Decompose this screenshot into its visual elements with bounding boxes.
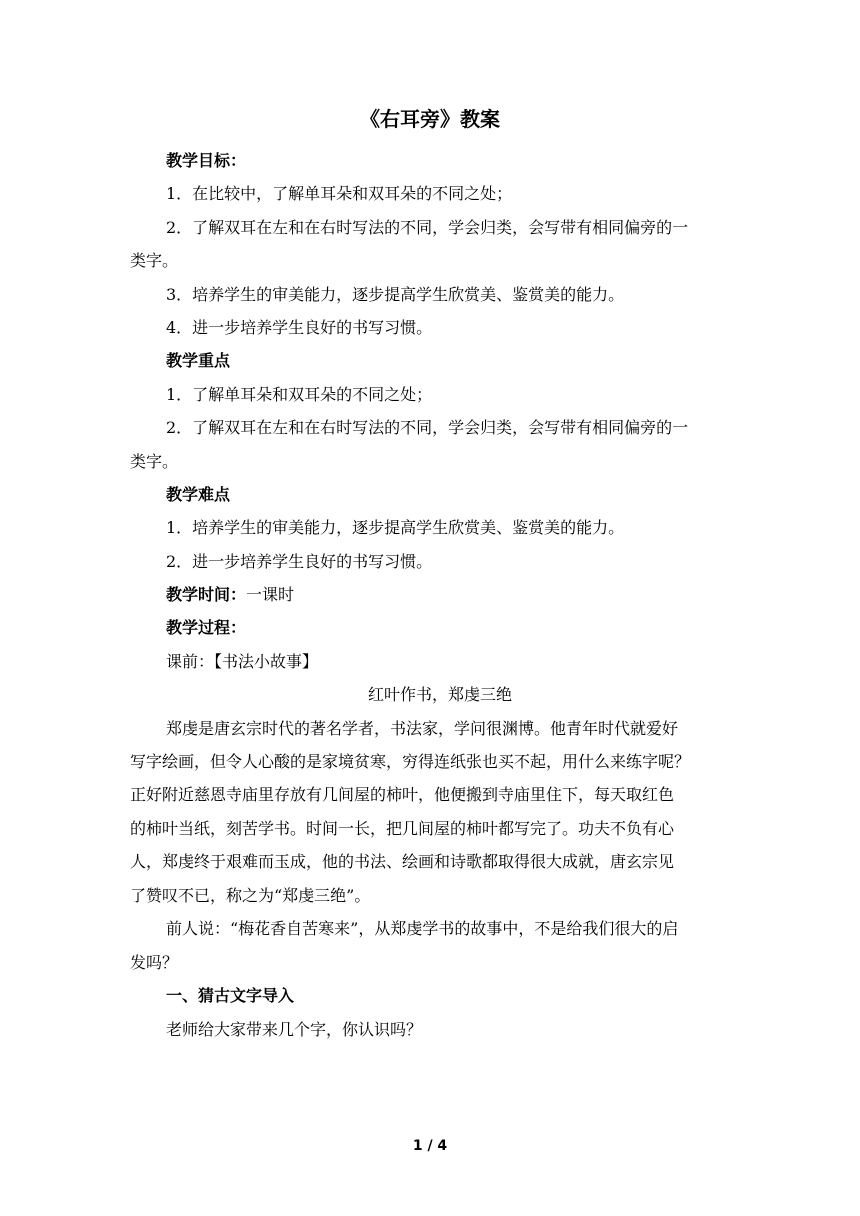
story-line: 写字绘画，但令人心酸的是家境贫寒，穷得连纸张也买不起，用什么来练字呢？	[130, 752, 691, 771]
teaching-time-value: 一课时	[246, 585, 295, 604]
story-line: 人，郑虔终于艰难而玉成，他的书法、绘画和诗歌都取得很大成就，唐玄宗见	[130, 852, 675, 871]
story-line: 郑虔是唐玄宗时代的著名学者，书法家，学问很渊博。他青年时代就爱好	[166, 719, 679, 738]
objective-item: 1．在比较中，了解单耳朵和双耳朵的不同之处；	[166, 184, 513, 203]
objectives-heading: 教学目标：	[166, 151, 247, 170]
objective-item: 4．进一步培养学生良好的书写习惯。	[166, 318, 433, 337]
key-point-item: 2．了解双耳在左和在右时写法的不同，学会归类，会写带有相同偏旁的一	[166, 418, 689, 437]
story-line: 了赞叹不已，称之为“郑虔三绝”。	[130, 886, 371, 905]
teaching-time-label: 教学时间：	[166, 585, 247, 604]
page-number: 1 / 4	[412, 1138, 448, 1154]
key-points-heading: 教学重点	[166, 351, 231, 370]
document-title: 《右耳旁》教案	[360, 107, 500, 131]
difficulty-item: 1．培养学生的审美能力，逐步提高学生欣赏美、鉴赏美的能力。	[166, 518, 625, 537]
difficulty-item: 2．进一步培养学生良好的书写习惯。	[166, 552, 433, 571]
pre-class-label: 课前：【书法小故事】	[166, 652, 319, 671]
key-point-item: 类字。	[130, 452, 179, 471]
quote-line: 前人说：“梅花香自苦寒来”，从郑虔学书的故事中，不是给我们很大的启	[166, 919, 679, 938]
key-point-item: 1．了解单耳朵和双耳朵的不同之处；	[166, 385, 433, 404]
section-1-text: 老师给大家带来几个字，你认识吗？	[166, 1020, 423, 1039]
process-heading: 教学过程：	[166, 618, 247, 637]
story-line: 正好附近慈恩寺庙里存放有几间屋的柿叶，他便搬到寺庙里住下，每天取红色	[130, 785, 675, 804]
difficulties-heading: 教学难点	[166, 485, 231, 504]
quote-line: 发吗？	[130, 953, 179, 972]
section-1-heading: 一、猜古文字导入	[166, 986, 295, 1005]
objective-item: 3．培养学生的审美能力，逐步提高学生欣赏美、鉴赏美的能力。	[166, 285, 625, 304]
objective-item: 类字。	[130, 251, 179, 270]
story-line: 的柿叶当纸，刻苦学书。时间一长，把几间屋的柿叶都写完了。功夫不负有心	[130, 819, 675, 838]
story-title: 红叶作书，郑虔三绝	[367, 685, 512, 704]
objective-item: 2．了解双耳在左和在右时写法的不同，学会归类，会写带有相同偏旁的一	[166, 218, 689, 237]
teaching-time	[166, 582, 766, 605]
